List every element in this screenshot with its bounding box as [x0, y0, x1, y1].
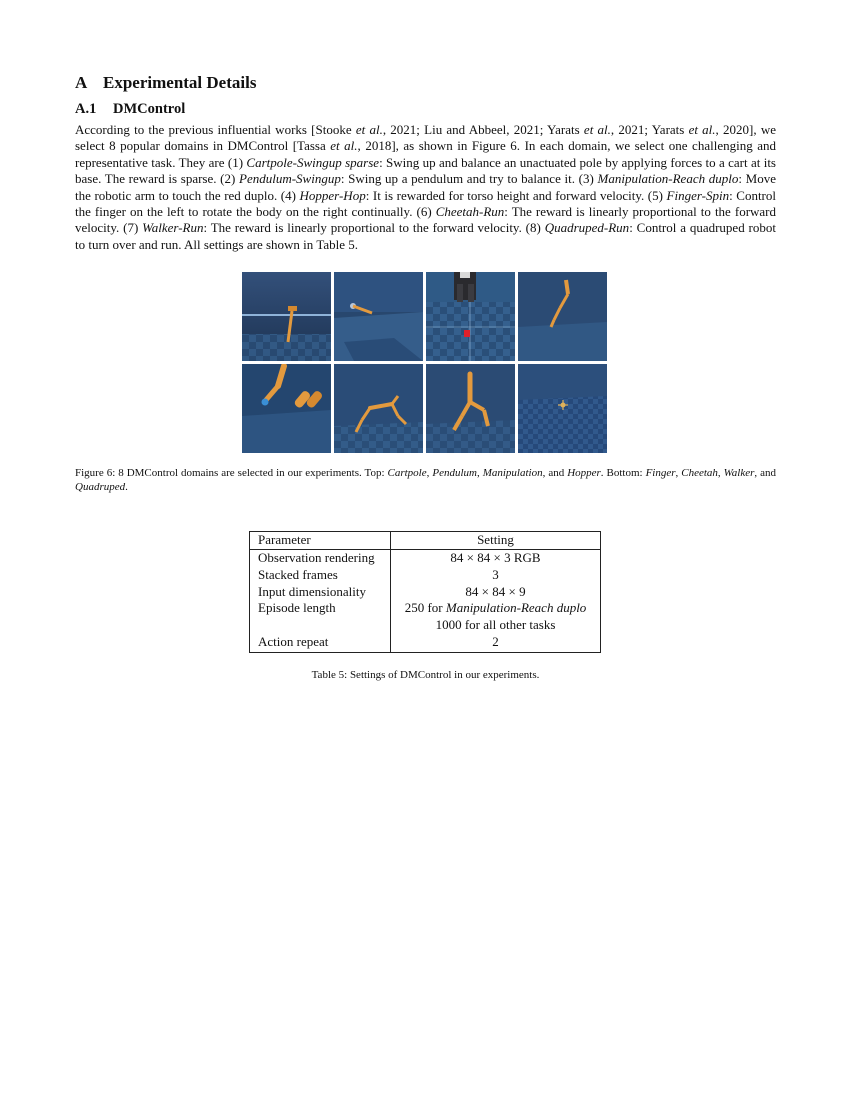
table-cell: 84 × 84 × 3 RGB — [450, 550, 541, 566]
table-cell: Action repeat — [250, 634, 391, 652]
task-pendulum: Pendulum-Swingup — [239, 171, 341, 187]
table-header-row — [250, 532, 601, 550]
task-manipulation: Manipulation-Reach duplo — [597, 171, 739, 187]
table-cell: Observation rendering — [250, 550, 391, 567]
subsection-heading — [75, 100, 776, 118]
table-row — [250, 600, 601, 617]
task-hopper: Hopper-Hop — [299, 187, 366, 203]
table-cell: Episode length — [250, 600, 391, 617]
table-cell: Input dimensionality — [250, 584, 391, 601]
table-row — [250, 584, 601, 601]
pendulum-image — [334, 272, 423, 361]
table-header-cell: Parameter — [250, 532, 391, 550]
table-caption: Table 5: Settings of DMControl in our experiments. — [311, 668, 540, 681]
section-number: A — [75, 73, 88, 92]
figure-caption: Figure 6: 8 DMControl domains are selected in our experiments. Top: Cartpole, Pendulum, Manipulation, and Hopper. Bottom: Finger, Cheetah, Walker, and Quadruped. — [75, 467, 777, 494]
hopper-image — [518, 272, 607, 361]
body-paragraph: According to the previous influential works [Stooke et al., 2021; Liu and Abbeel, 2021; Yarats et al., 2021; Yarats et al., 2020], we select 8 popular domains in DMControl [Tassa et al., 2018], as shown in Figure 6. In each domain, we select one challenging and representative task. They are (1) Cartpole-Swingup sparse: Swing up and balance an unactuated pole by applying forces to a cart at its base. The reward is sparse. (2) Pendulum-Swingup: Swing up a pendulum and try to balance it. (3) Manipulation-Reach duplo: Move the robotic arm to touch the red duplo. (4) Hopper-Hop: It is rewarded for torso height and forward velocity. (5) Finger-Spin: Control the finger on the left to rotate the body on the right continually. (6) Cheetah-Run: The reward is linearly proportional to the forward velocity. (7) Walker-Run: The reward is linearly proportional to the forward velocity. (8) Quadruped-Run: Control a quadruped robot to turn over and run. All settings are shown in Table 5. — [75, 122, 777, 252]
finger-image — [242, 364, 331, 453]
table-cell — [250, 617, 391, 634]
table-row — [250, 567, 601, 584]
manipulation-image — [426, 272, 515, 361]
section-heading — [75, 72, 776, 94]
task-walker: Walker-Run — [142, 220, 204, 236]
table-cell: Stacked frames — [250, 567, 391, 584]
task-quadruped: Quadruped-Run — [544, 220, 630, 236]
table-row — [250, 550, 601, 567]
table-cell: 84 × 84 × 9 — [465, 583, 526, 599]
page — [75, 72, 776, 682]
task-finger: Finger-Spin — [666, 187, 730, 203]
table-cell: 3 — [492, 566, 499, 582]
subsection-number: A.1 — [75, 101, 97, 117]
table-row — [250, 634, 601, 652]
table-cell: 250 for Manipulation-Reach duplo — [404, 600, 587, 616]
domain-image-grid — [242, 272, 608, 453]
table-cell: 2 — [492, 634, 499, 650]
settings-table — [249, 531, 601, 653]
table-header-cell: Setting — [391, 532, 601, 550]
quadruped-image — [518, 364, 607, 453]
subsection-title: DMControl — [113, 101, 186, 117]
task-cartpole: Cartpole-Swingup sparse — [246, 154, 380, 170]
table-cell: 1000 for all other tasks — [435, 617, 556, 633]
figure-6 — [75, 272, 776, 494]
section-title: Experimental Details — [103, 73, 257, 92]
task-cheetah: Cheetah-Run — [435, 204, 505, 220]
cartpole-image — [242, 272, 331, 361]
cheetah-image — [334, 364, 423, 453]
walker-image — [426, 364, 515, 453]
table-row — [250, 617, 601, 634]
